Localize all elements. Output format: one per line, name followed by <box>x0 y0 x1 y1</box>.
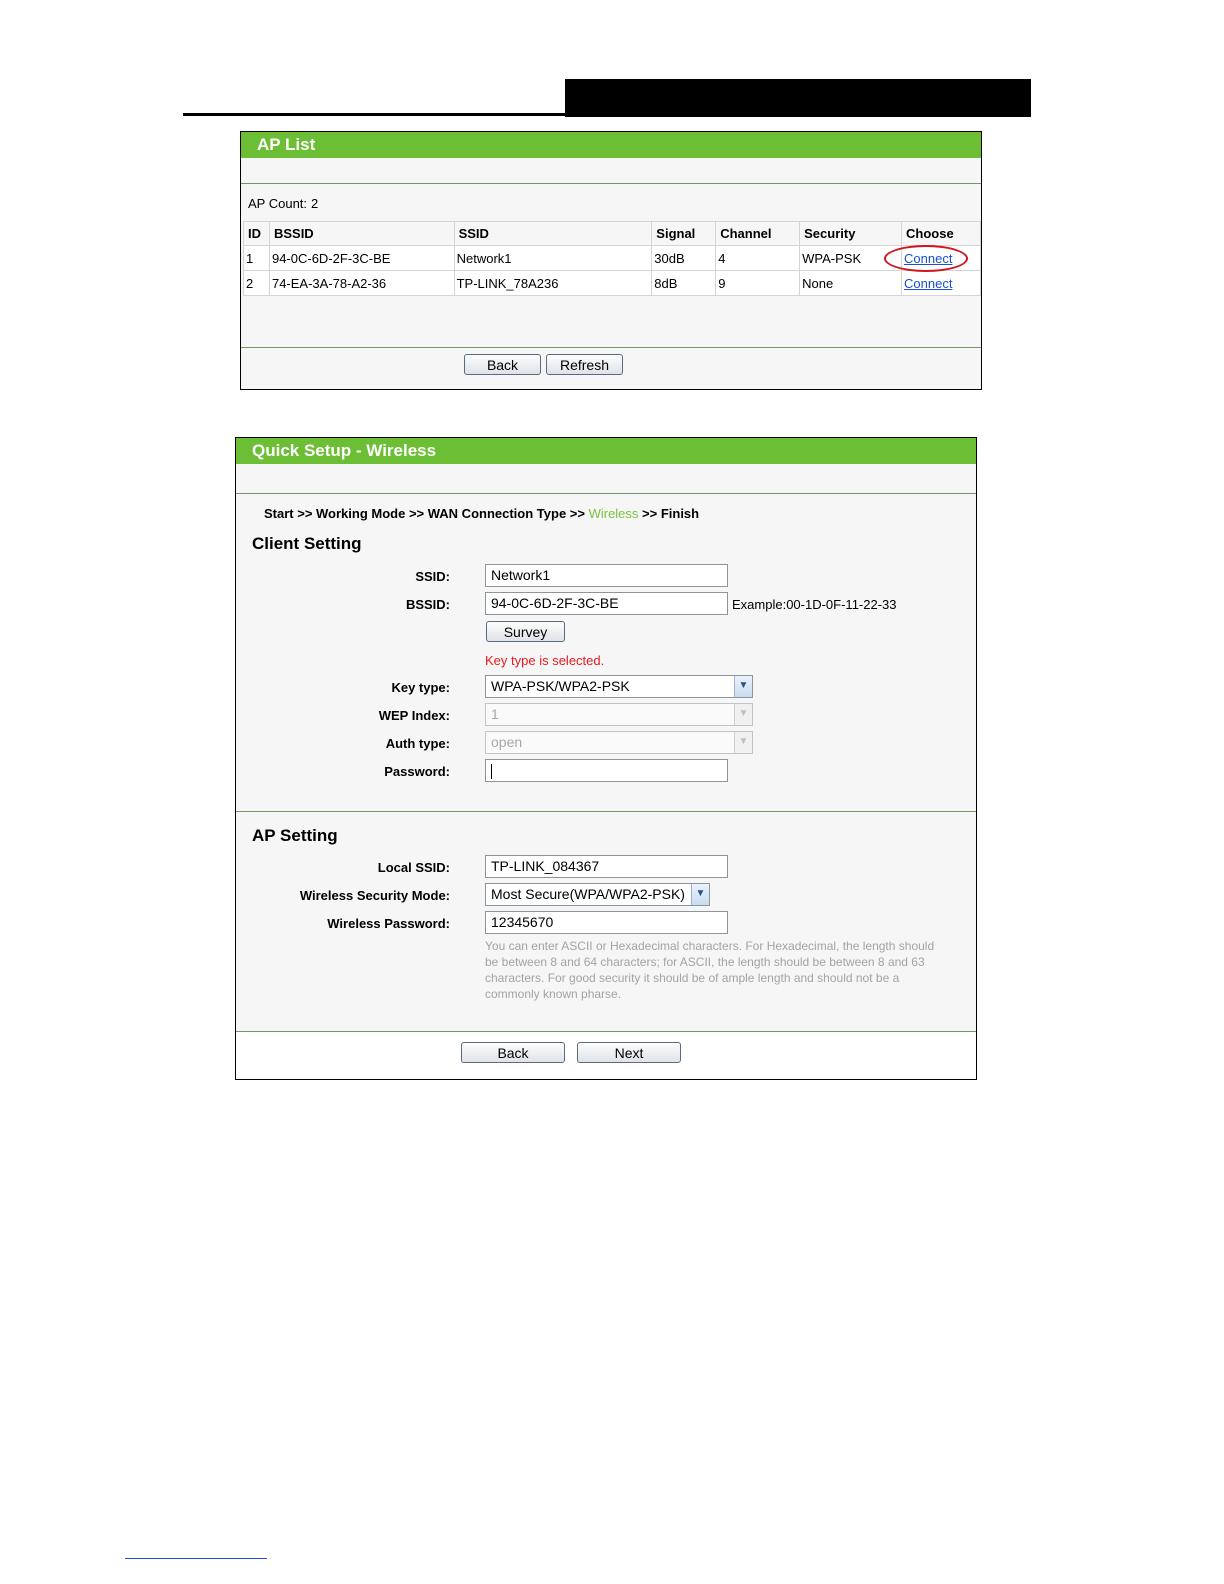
client-setting-title: Client Setting <box>252 534 362 553</box>
password-help-note <box>485 938 977 1002</box>
cell-security: None <box>800 271 902 296</box>
quick-setup-title: Quick Setup - Wireless <box>236 438 976 464</box>
divider <box>236 811 976 812</box>
quick-setup-panel <box>235 437 977 1080</box>
note-line: characters. For good security it should be of ample length and should not be a <box>485 971 900 985</box>
divider <box>241 347 981 348</box>
local-ssid-label: Local SSID: <box>377 860 450 875</box>
cell-bssid: 94-0C-6D-2F-3C-BE <box>269 246 454 271</box>
ap-count-value: 2 <box>311 196 319 211</box>
col-header-choose: Choose <box>902 222 981 246</box>
cell-id: 1 <box>244 246 270 271</box>
ssid-input[interactable]: Network1 <box>485 564 728 587</box>
cell-ssid: Network1 <box>454 246 652 271</box>
back-button[interactable]: Back <box>461 1042 565 1063</box>
table-header-row <box>244 222 981 246</box>
local-ssid-input[interactable]: TP-LINK_084367 <box>485 855 728 878</box>
bssid-label: BSSID: <box>405 597 450 612</box>
ap-count-label: AP Count: <box>248 196 308 211</box>
survey-button[interactable]: Survey <box>486 621 565 642</box>
chevron-down-icon: ▼ <box>734 676 752 697</box>
wep-index-label: WEP Index: <box>378 708 450 723</box>
security-mode-select[interactable] <box>485 883 710 906</box>
back-button[interactable]: Back <box>464 354 541 375</box>
key-type-label: Key type: <box>391 680 450 695</box>
note-line: be between 8 and 64 characters; for ASCII, the length should be between 8 and 63 <box>485 955 925 969</box>
bssid-input[interactable]: 94-0C-6D-2F-3C-BE <box>485 592 728 615</box>
refresh-button[interactable]: Refresh <box>546 354 623 375</box>
breadcrumb-current: Wireless <box>588 506 639 521</box>
breadcrumb <box>264 506 699 521</box>
cell-bssid: 74-EA-3A-78-A2-36 <box>269 271 454 296</box>
cell-security: WPA-PSK <box>800 246 902 271</box>
header-rule <box>183 113 566 116</box>
ap-table <box>243 221 981 296</box>
security-mode-label: Wireless Security Mode: <box>299 888 450 903</box>
note-line: You can enter ASCII or Hexadecimal characters. For Hexadecimal, the length should <box>485 939 935 953</box>
col-header-signal: Signal <box>652 222 716 246</box>
auth-type-select <box>485 731 753 754</box>
text-cursor <box>491 764 492 779</box>
wep-index-select <box>485 703 753 726</box>
note-line: commonly known pharse. <box>485 987 622 1001</box>
bssid-example: Example:00-1D-0F-11-22-33 <box>732 597 897 612</box>
col-header-security: Security <box>800 222 902 246</box>
chevron-down-icon: ▼ <box>734 704 752 725</box>
header-bar <box>565 79 1031 117</box>
cell-choose <box>902 246 981 271</box>
chevron-down-icon: ▼ <box>691 884 709 905</box>
col-header-ssid: SSID <box>454 222 652 246</box>
cell-id: 2 <box>244 271 270 296</box>
cell-channel: 4 <box>716 246 800 271</box>
footer-rule <box>125 1558 267 1559</box>
connect-link-1[interactable]: Connect <box>904 250 953 266</box>
divider <box>241 183 981 184</box>
ssid-label: SSID: <box>415 569 450 584</box>
breadcrumb-finish: >> Finish <box>638 506 700 521</box>
security-mode-value: Most Secure(WPA/WPA2-PSK) <box>491 886 685 902</box>
connect-link-2[interactable]: Connect <box>904 275 953 291</box>
ap-count <box>248 196 318 211</box>
divider <box>236 493 976 494</box>
table-row <box>244 246 981 271</box>
auth-type-value: open <box>491 734 523 750</box>
wireless-password-input[interactable]: 12345670 <box>485 911 728 934</box>
wireless-password-label: Wireless Password: <box>327 916 450 931</box>
chevron-down-icon: ▼ <box>734 732 752 753</box>
next-button[interactable]: Next <box>577 1042 681 1063</box>
key-type-value: WPA-PSK/WPA2-PSK <box>491 678 630 694</box>
col-header-channel: Channel <box>716 222 800 246</box>
col-header-id: ID <box>244 222 270 246</box>
cell-signal: 30dB <box>652 246 716 271</box>
key-type-warning: Key type is selected. <box>485 653 605 668</box>
ap-setting-title: AP Setting <box>252 826 338 845</box>
auth-type-label: Auth type: <box>385 736 450 751</box>
ap-list-title: AP List <box>241 132 981 158</box>
breadcrumb-steps: Start >> Working Mode >> WAN Connection Type >> <box>264 506 589 521</box>
password-input[interactable] <box>485 759 728 782</box>
cell-channel: 9 <box>716 271 800 296</box>
wep-index-value: 1 <box>491 706 499 722</box>
col-header-bssid: BSSID <box>269 222 454 246</box>
key-type-select[interactable] <box>485 675 753 698</box>
ap-list-panel <box>240 131 982 390</box>
cell-choose <box>902 271 981 296</box>
table-row <box>244 271 981 296</box>
cell-signal: 8dB <box>652 271 716 296</box>
password-label: Password: <box>384 764 450 779</box>
cell-ssid: TP-LINK_78A236 <box>454 271 652 296</box>
